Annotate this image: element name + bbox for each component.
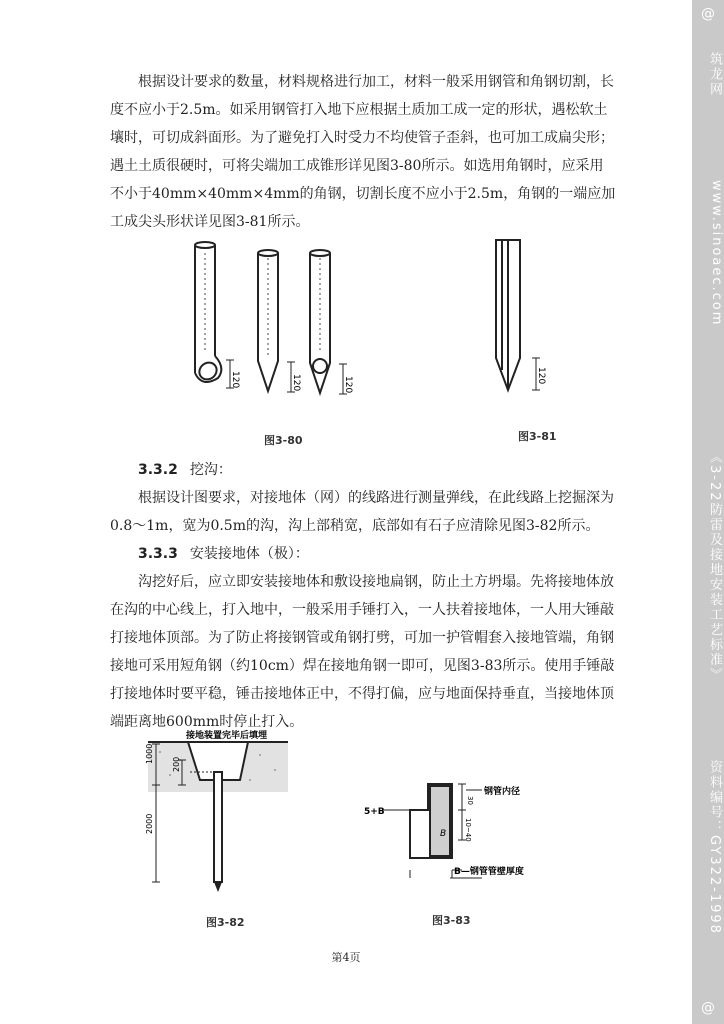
sidebar-url: www.sinoaec.com <box>709 180 724 327</box>
fig81-dim: 120 <box>536 367 546 385</box>
sidebar-doc-title: 《3-22防雷及接地安装工艺标准》 <box>707 450 722 683</box>
fig83-dim-left: 5+B <box>364 807 385 817</box>
figure-3-81 <box>488 238 568 398</box>
sidebar-doc-no: 资料编号：GY322-1998 <box>707 760 722 935</box>
fig82-top-label: 接地装置完毕后填埋 <box>186 731 268 741</box>
fig82-dim-low: 2000 <box>145 813 154 834</box>
fig82-dim-mid: 200 <box>172 756 181 772</box>
fig82-dim-top: 1000 <box>145 743 154 764</box>
figure-3-80 <box>190 238 390 413</box>
fig83-label-wall: B—钢管管壁厚度 <box>454 867 524 877</box>
heading-3-3-2: 3.3.2 挖沟： <box>138 462 232 478</box>
heading-3-3-3: 3.3.3 安装接地体（极）： <box>138 546 309 562</box>
fig83-dim-mid: 10~40 <box>464 818 472 842</box>
fig80-caption: 图3-80 <box>264 434 303 447</box>
figure-3-83 <box>362 770 542 900</box>
at-icon-top: @ <box>701 6 715 22</box>
paragraph-materials: 根据设计要求的数量，材料规格进行加工，材料一般采用钢管和角钢切割，长度不应小于2.5m。如采用钢管打入地下应根据土质加工成一定的形状，遇松软土壤时，可切成斜面形。为了避免打入时受力不均使管子歪斜，也可加工成扁尖形；遇土土质很硬时，可将尖端加工成锥形详见图3-80所示。如选用角钢时，应采用不小于40mm×40mm×4mm的角钢，切割长度不应小于2.5m，角钢的一端应加工成尖头形状详见图3-81所示。 <box>110 74 616 230</box>
fig83-dim-top: 30 <box>466 796 474 805</box>
fig81-caption: 图3-81 <box>518 430 557 443</box>
fig83-label-inner: 钢管内径 <box>484 787 521 797</box>
fig83-dim-b: B <box>440 829 447 839</box>
fig80-dim-1: 120 <box>230 371 240 389</box>
fig80-dim-2: 120 <box>291 374 301 392</box>
sidebar-watermark <box>692 0 724 1024</box>
at-icon-bottom: @ <box>701 1000 715 1016</box>
fig83-caption: 图3-83 <box>432 914 471 927</box>
paragraph-trench: 根据设计图要求，对接地体（网）的线路进行测量弹线，在此线路上挖掘深为0.8～1m，宽为0.5m的沟，沟上部稍宽，底部如有石子应清除见图3-82所示。 <box>110 490 614 534</box>
fig82-caption: 图3-82 <box>206 916 245 929</box>
figure-3-82 <box>140 730 300 910</box>
page-number: 第4页 <box>331 951 361 964</box>
paragraph-install: 沟挖好后，应立即安装接地体和敷设接地扁钢，防止土方坍塌。先将接地体放在沟的中心线上，打入地中，一般采用手锤打入，一人扶着接地体，一人用大锤敲打接地体顶部。为了防止将接钢管或角钢打劈，可加一护管帽套入接地管端，角钢接地可采用短角钢（约10cm）焊在接地角钢一即可，见图3-83所示。使用手锤敲打接地体时要平稳，锤击接地体正中，不得打偏，应与地面保持垂直，当接地体顶端距离地600mm时停止打入。 <box>110 574 615 730</box>
sidebar-site-name: 筑龙网 <box>707 52 722 97</box>
fig80-dim-3: 120 <box>343 376 353 394</box>
